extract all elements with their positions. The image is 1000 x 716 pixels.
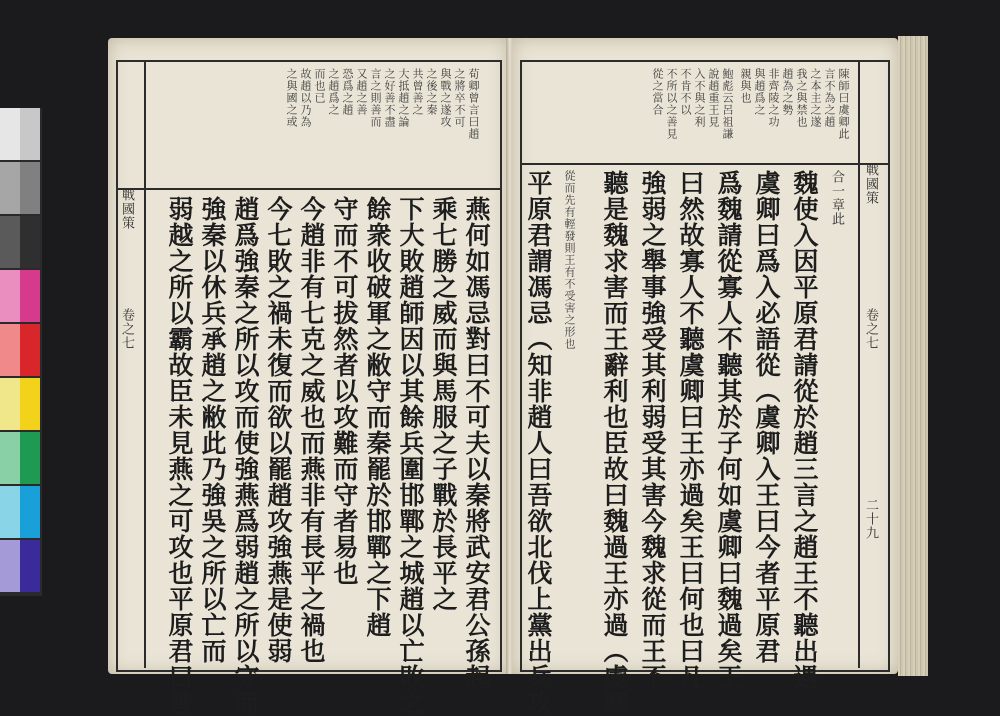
header-note-column: 不肯不以 [679,68,692,116]
color-swatch [20,540,40,592]
color-swatch [0,108,20,160]
text-column: 平原君謂馮忌（知非趙人曰吾欲北伐上黨出兵攻 [524,170,553,716]
header-note-column: 之與國之或 [285,68,298,128]
header-note-column: 恐爲之趙 [341,68,354,116]
page-edges [898,36,928,676]
color-swatch [0,378,20,430]
color-swatch [20,162,40,214]
text-column: 燕何如馮忌對曰不可夫以秦將武安君公孫起 [462,196,491,690]
text-column: 虞卿曰爲入必語從（虞卿入王曰今者平原君 [752,170,781,664]
color-calibration-strip [0,108,42,596]
text-column: 餘衆收破軍之敝守而秦罷於邯鄲之下趙 [363,196,392,638]
open-book [98,30,928,716]
left-page [108,38,508,716]
text-column: 強弱之舉事強受其利弱受其害今魏求從而王不 [638,170,667,690]
header-note-column: 之本主之遂 [809,68,822,128]
text-column: 合一章此 [829,170,844,226]
left-header-rule [116,188,500,190]
header-note-column: 言不為之趙 [823,68,836,128]
header-note-column: 故趙以乃為 [299,68,312,128]
color-swatch [20,108,40,160]
color-swatch [20,486,40,538]
right-page [512,38,898,716]
header-note-column: 說趙重王見 [707,68,720,128]
right-fold-page-number: 二十九 [863,498,878,540]
left-fold-volume: 卷之七 [119,308,134,350]
header-note-column: 共曾善之 [411,68,424,116]
text-column: 從而先有輕發則王有不受害之形也 [563,170,576,350]
text-column: 下大敗趙師因以其餘兵圍邯鄲之城趙以亡敗之 [396,196,425,716]
header-note-column: 之後之秦 [425,68,438,116]
header-note-column: 言之則善而 [369,68,382,128]
color-swatch [20,324,40,376]
header-note-column: 我之與禁也 [795,68,808,128]
header-note-column: 與戰之遂攻 [439,68,452,128]
header-note-column: 而也已 [313,68,326,104]
color-swatch [0,486,20,538]
text-column: 聽是魏求害而王辭利也臣故曰魏過王亦過（虞卿 [600,170,629,716]
header-note-column: 之將卒不可 [453,68,466,128]
text-column: 魏使入因平原君請從於趙三言之趙王不聽出遇 [790,170,819,690]
header-note-column: 不所以之善見 [665,68,678,140]
header-note-column: 荀卿曾言曰趙 [467,68,480,140]
header-note-column: 之好善不盡 [383,68,396,128]
text-column: 弱越之所以霸故臣未見燕之可攻也平原君曰善 [165,196,194,716]
text-column: 曰然故寡人不聽虞卿曰王亦過矣王曰何也曰凡 [676,170,705,690]
left-fold-title: 戰國策 [119,188,134,230]
header-note-column: 大抵趙之論 [397,68,410,128]
header-note-column: 之趙爲之 [327,68,340,116]
header-note-column: 入不與之利 [693,68,706,128]
text-column: 強秦以休兵承趙之敝此乃強吳之所以亡而 [198,196,227,664]
header-note-column: 趙為之勢 [781,68,794,116]
header-note-column: 非齊陵之功 [767,68,780,128]
header-note-column: 鮑彪云呂祖謙 [721,68,734,140]
color-swatch [20,270,40,322]
color-swatch [20,378,40,430]
text-column: 守而不可拔然者以攻難而守者易也 [330,196,359,586]
text-column: 今趙非有七克之威也而燕非有長平之禍也 [297,196,326,664]
color-swatch [0,270,20,322]
right-header-rule [520,163,888,165]
text-column: 今七敗之禍未復而欲以罷趙攻強燕是使弱 [264,196,293,664]
right-fold-volume: 卷之七 [863,308,878,350]
right-fold-title: 戰國策 [863,163,878,205]
color-swatch [20,432,40,484]
text-column: 乘七勝之威而與馬服之子戰於長平之 [429,196,458,612]
header-note-column: 從之當合 [651,68,664,116]
color-swatch [0,216,20,268]
header-note-column: 與趙爲之 [753,68,766,116]
header-note-column: 親與也 [739,68,752,104]
color-swatch [0,432,20,484]
header-note-column: 又趙之善 [355,68,368,116]
color-swatch [0,162,20,214]
color-swatch [20,216,40,268]
text-column: 爲魏請從寡人不聽其於子何如虞卿曰魏過矣王 [714,170,743,690]
text-column: 趙爲強秦之所以攻而使強燕爲弱趙之所以守而 [231,196,260,716]
header-note-column: 陳師曰虞卿此 [837,68,850,140]
color-swatch [0,540,20,592]
color-swatch [0,324,20,376]
